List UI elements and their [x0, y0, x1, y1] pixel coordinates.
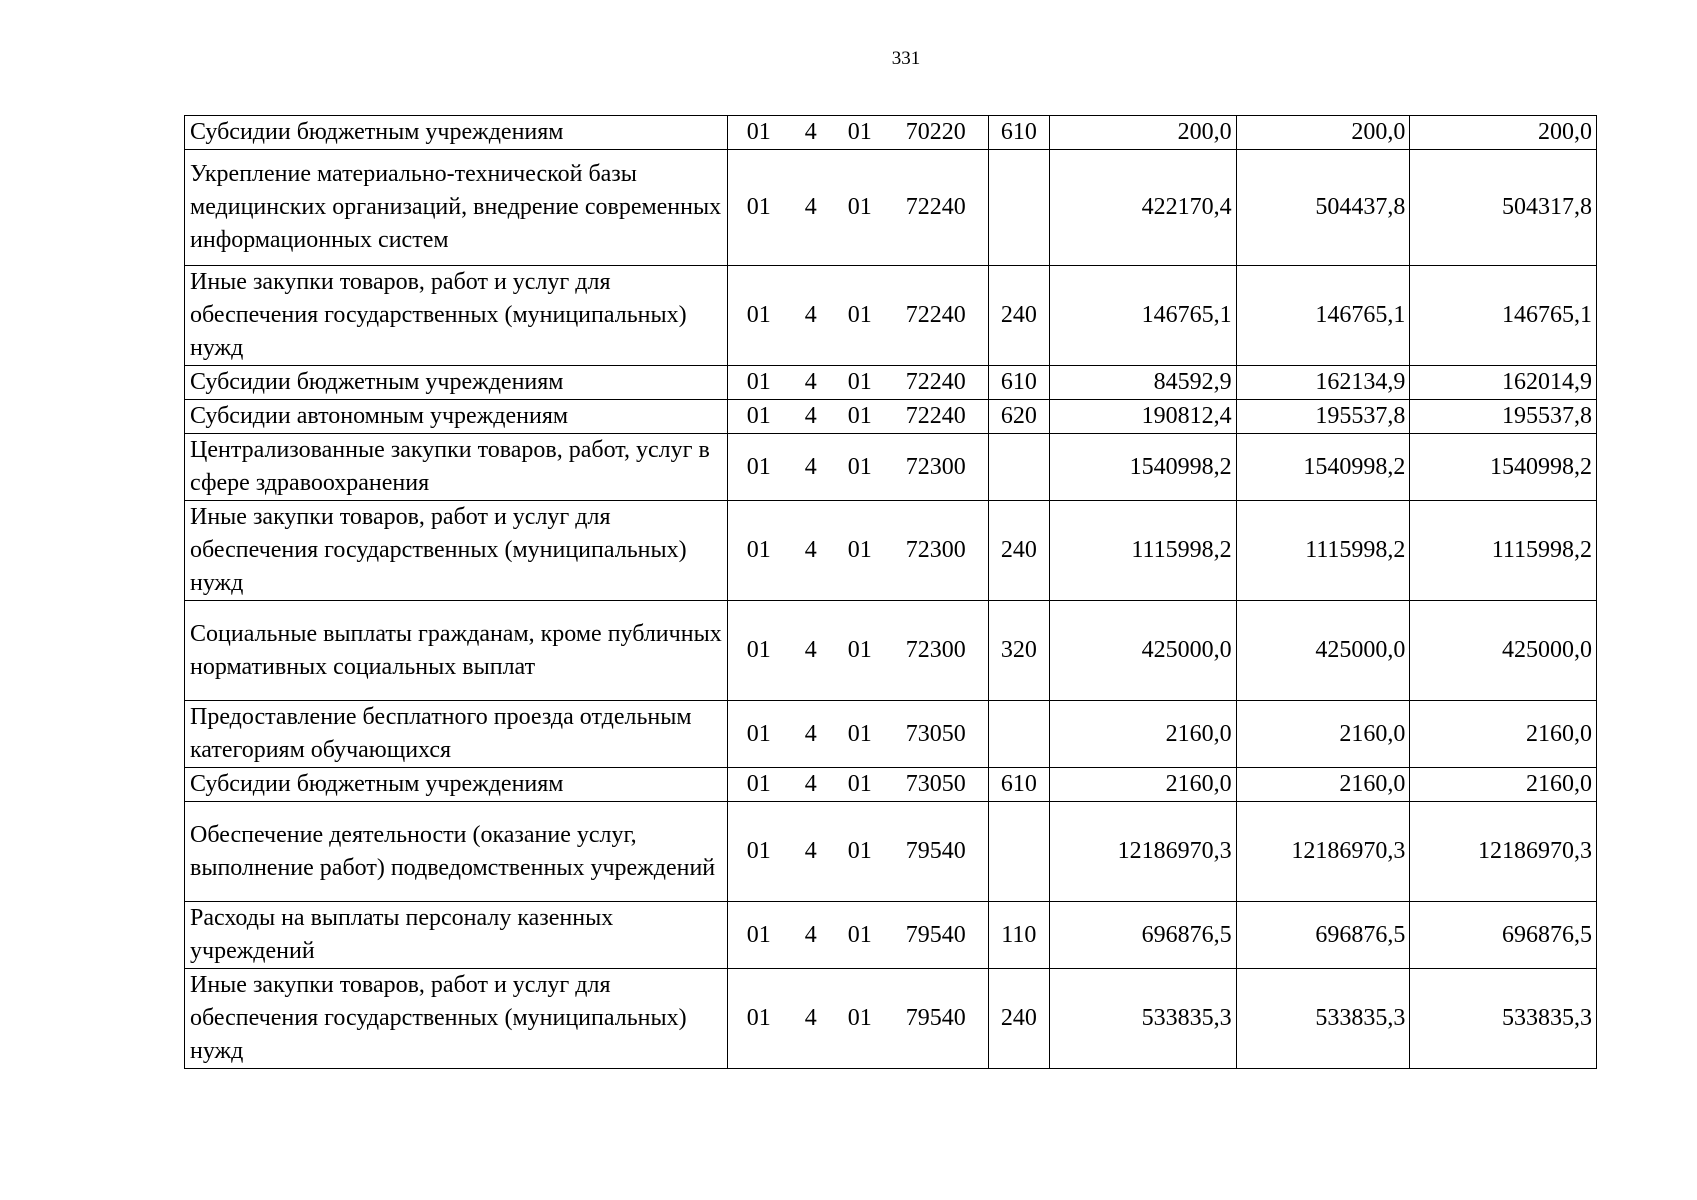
- amount-2: 146765,1: [1236, 266, 1410, 366]
- row-name: Централизованные закупки товаров, работ, услуг в сфере здравоохранения: [185, 434, 728, 501]
- expense-type-code: 610: [988, 768, 1049, 802]
- table-row: [185, 434, 1597, 501]
- amount-1: 425000,0: [1050, 601, 1237, 701]
- code-section: 01: [746, 369, 771, 395]
- code-type: 4: [804, 838, 817, 864]
- code-section: 01: [746, 1005, 771, 1031]
- row-name: Субсидии автономным учреждениям: [185, 400, 728, 434]
- amount-3: 1115998,2: [1410, 501, 1597, 601]
- code-section: 01: [746, 771, 771, 797]
- amount-1: 696876,5: [1050, 902, 1237, 969]
- code-type: 4: [804, 194, 817, 220]
- code-type: 4: [804, 771, 817, 797]
- table-row: [185, 366, 1597, 400]
- row-code: [727, 501, 988, 601]
- amount-2: 533835,3: [1236, 969, 1410, 1069]
- amount-3: 200,0: [1410, 116, 1597, 150]
- expense-type-code: 320: [988, 601, 1049, 701]
- amount-3: 146765,1: [1410, 266, 1597, 366]
- amount-3: 2160,0: [1410, 768, 1597, 802]
- row-name: Субсидии бюджетным учреждениям: [185, 116, 728, 150]
- amount-2: 1115998,2: [1236, 501, 1410, 601]
- amount-2: 1540998,2: [1236, 434, 1410, 501]
- amount-1: 533835,3: [1050, 969, 1237, 1069]
- code-subprogram: 01: [847, 771, 872, 797]
- code-subprogram: 01: [847, 403, 872, 429]
- expense-type-code: [988, 150, 1049, 266]
- code-direction: 79540: [905, 921, 966, 948]
- table-row: [185, 116, 1597, 150]
- table-row: [185, 150, 1597, 266]
- table-row: [185, 701, 1597, 768]
- code-type: 4: [804, 637, 817, 663]
- amount-3: 425000,0: [1410, 601, 1597, 701]
- code-subprogram: 01: [847, 369, 872, 395]
- code-subprogram: 01: [847, 637, 872, 663]
- table-row: [185, 969, 1597, 1069]
- code-direction: 72240: [905, 302, 966, 328]
- table-row: [185, 802, 1597, 902]
- amount-3: 1540998,2: [1410, 434, 1597, 501]
- code-type: 4: [804, 921, 817, 948]
- code-section: 01: [746, 720, 771, 747]
- code-type: 4: [804, 1005, 817, 1031]
- code-direction: 73050: [905, 720, 966, 747]
- code-type: 4: [804, 369, 817, 395]
- row-code: [727, 400, 988, 434]
- code-subprogram: 01: [847, 720, 872, 747]
- row-name: Субсидии бюджетным учреждениям: [185, 366, 728, 400]
- amount-1: 146765,1: [1050, 266, 1237, 366]
- code-direction: 72300: [905, 453, 966, 480]
- table-row: [185, 902, 1597, 969]
- amount-3: 2160,0: [1410, 701, 1597, 768]
- table-row: [185, 768, 1597, 802]
- page-number: 331: [891, 48, 921, 69]
- expense-type-code: 610: [988, 116, 1049, 150]
- expense-type-code: 110: [988, 902, 1049, 969]
- amount-2: 2160,0: [1236, 768, 1410, 802]
- code-section: 01: [746, 838, 771, 864]
- amount-1: 84592,9: [1050, 366, 1237, 400]
- amount-1: 12186970,3: [1050, 802, 1237, 902]
- amount-3: 696876,5: [1410, 902, 1597, 969]
- code-direction: 72300: [905, 637, 966, 663]
- code-type: 4: [804, 119, 817, 145]
- code-direction: 72300: [905, 537, 966, 563]
- row-code: [727, 150, 988, 266]
- code-subprogram: 01: [847, 453, 872, 480]
- code-section: 01: [746, 194, 771, 220]
- row-code: [727, 902, 988, 969]
- amount-1: 2160,0: [1050, 701, 1237, 768]
- amount-2: 200,0: [1236, 116, 1410, 150]
- row-name: Иные закупки товаров, работ и услуг для обеспечения государственных (муниципальных) нужд: [185, 969, 728, 1069]
- row-name: Предоставление бесплатного проезда отдельным категориям обучающихся: [185, 701, 728, 768]
- code-section: 01: [746, 537, 771, 563]
- amount-3: 162014,9: [1410, 366, 1597, 400]
- amount-1: 190812,4: [1050, 400, 1237, 434]
- budget-table: [184, 115, 1597, 1069]
- expense-type-code: 620: [988, 400, 1049, 434]
- amount-2: 162134,9: [1236, 366, 1410, 400]
- row-name: Укрепление материально-технической базы медицинских организаций, внедрение современных информационных систем: [185, 150, 728, 266]
- amount-2: 2160,0: [1236, 701, 1410, 768]
- code-direction: 70220: [905, 119, 966, 145]
- code-section: 01: [746, 403, 771, 429]
- code-subprogram: 01: [847, 921, 872, 948]
- row-name: Иные закупки товаров, работ и услуг для обеспечения государственных (муниципальных) нужд: [185, 266, 728, 366]
- amount-2: 696876,5: [1236, 902, 1410, 969]
- amount-2: 195537,8: [1236, 400, 1410, 434]
- code-type: 4: [804, 453, 817, 480]
- code-type: 4: [804, 720, 817, 747]
- amount-3: 504317,8: [1410, 150, 1597, 266]
- amount-2: 12186970,3: [1236, 802, 1410, 902]
- code-subprogram: 01: [847, 838, 872, 864]
- row-code: [727, 601, 988, 701]
- expense-type-code: 240: [988, 266, 1049, 366]
- code-direction: 72240: [905, 403, 966, 429]
- code-section: 01: [746, 302, 771, 328]
- expense-type-code: 240: [988, 969, 1049, 1069]
- code-section: 01: [746, 921, 771, 948]
- table-row: [185, 400, 1597, 434]
- code-type: 4: [804, 302, 817, 328]
- row-name: Субсидии бюджетным учреждениям: [185, 768, 728, 802]
- table-row: [185, 601, 1597, 701]
- row-code: [727, 434, 988, 501]
- expense-type-code: [988, 434, 1049, 501]
- code-direction: 73050: [905, 771, 966, 797]
- code-type: 4: [804, 403, 817, 429]
- row-code: [727, 768, 988, 802]
- amount-1: 200,0: [1050, 116, 1237, 150]
- row-name: Расходы на выплаты персоналу казенных учреждений: [185, 902, 728, 969]
- expense-type-code: 240: [988, 501, 1049, 601]
- expense-type-code: [988, 701, 1049, 768]
- code-section: 01: [746, 119, 771, 145]
- code-type: 4: [804, 537, 817, 563]
- code-direction: 79540: [905, 838, 966, 864]
- row-code: [727, 116, 988, 150]
- amount-3: 533835,3: [1410, 969, 1597, 1069]
- amount-3: 12186970,3: [1410, 802, 1597, 902]
- code-subprogram: 01: [847, 1005, 872, 1031]
- row-name: Иные закупки товаров, работ и услуг для обеспечения государственных (муниципальных) нужд: [185, 501, 728, 601]
- amount-3: 195537,8: [1410, 400, 1597, 434]
- code-subprogram: 01: [847, 194, 872, 220]
- code-subprogram: 01: [847, 537, 872, 563]
- amount-2: 504437,8: [1236, 150, 1410, 266]
- row-code: [727, 366, 988, 400]
- code-section: 01: [746, 637, 771, 663]
- code-direction: 72240: [905, 194, 966, 220]
- amount-1: 1540998,2: [1050, 434, 1237, 501]
- amount-1: 422170,4: [1050, 150, 1237, 266]
- table-row: [185, 266, 1597, 366]
- code-subprogram: 01: [847, 119, 872, 145]
- row-name: Обеспечение деятельности (оказание услуг, выполнение работ) подведомственных учреждений: [185, 802, 728, 902]
- row-code: [727, 266, 988, 366]
- amount-1: 1115998,2: [1050, 501, 1237, 601]
- row-code: [727, 802, 988, 902]
- row-code: [727, 969, 988, 1069]
- row-code: [727, 701, 988, 768]
- table-row: [185, 501, 1597, 601]
- amount-1: 2160,0: [1050, 768, 1237, 802]
- code-direction: 72240: [905, 369, 966, 395]
- amount-2: 425000,0: [1236, 601, 1410, 701]
- expense-type-code: [988, 802, 1049, 902]
- expense-type-code: 610: [988, 366, 1049, 400]
- code-subprogram: 01: [847, 302, 872, 328]
- row-name: Социальные выплаты гражданам, кроме публичных нормативных социальных выплат: [185, 601, 728, 701]
- code-section: 01: [746, 453, 771, 480]
- code-direction: 79540: [905, 1005, 966, 1031]
